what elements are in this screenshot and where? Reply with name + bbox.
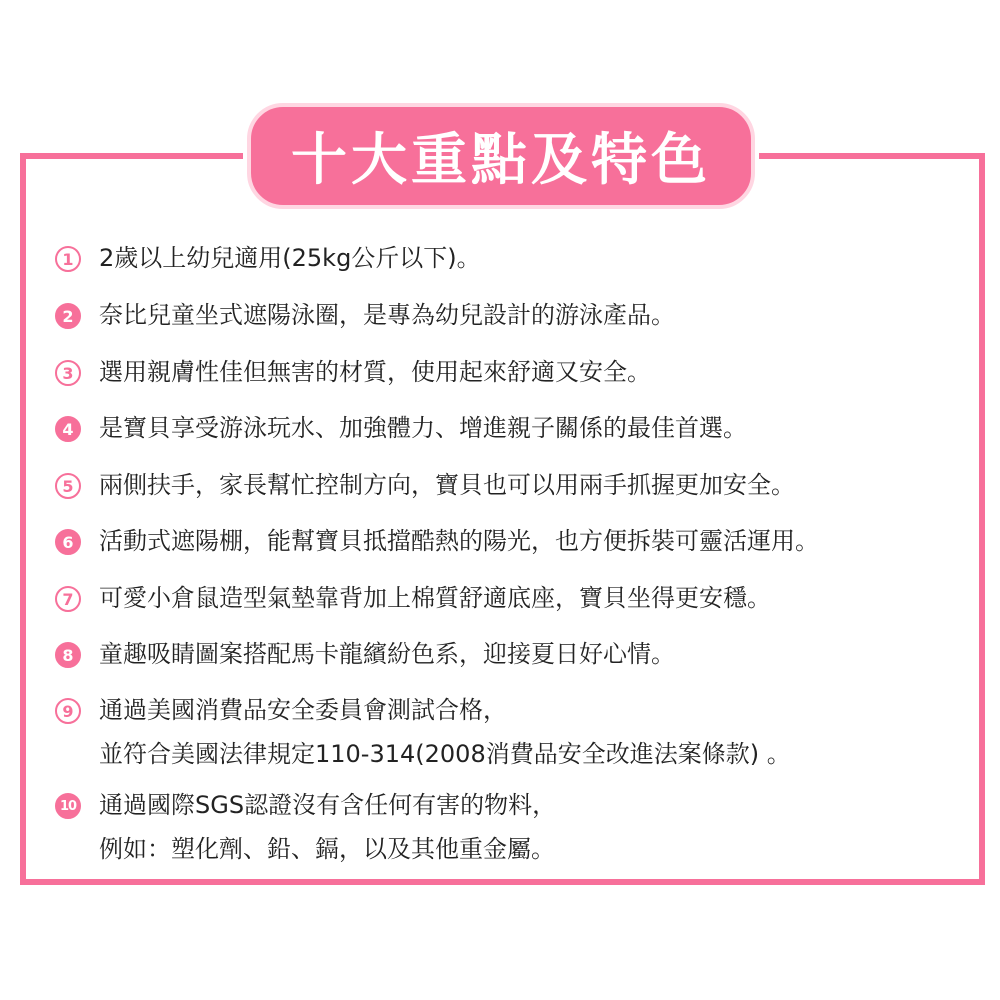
feature-line: 兩側扶手，家長幫忙控制方向，寶貝也可以用兩手抓握更加安全。	[99, 471, 795, 499]
feature-text	[99, 406, 747, 450]
number-marker-icon: 1	[55, 246, 81, 272]
feature-text	[99, 463, 795, 507]
number-marker-icon: 7	[55, 586, 81, 612]
number-marker-icon: 4	[55, 416, 81, 442]
feature-text	[99, 236, 481, 280]
feature-item	[55, 641, 675, 676]
feature-line: 2歲以上幼兒適用(25kg公斤以下)。	[99, 244, 481, 272]
feature-text	[99, 632, 675, 676]
feature-line: 並符合美國法律規定110-314(2008消費品安全改進法案條款) 。	[99, 740, 791, 768]
feature-text	[99, 688, 791, 776]
feature-item	[55, 245, 481, 280]
feature-line: 活動式遮陽棚，能幫寶貝抵擋酷熱的陽光，也方便拆裝可靈活運用。	[99, 527, 819, 555]
feature-item	[55, 359, 651, 394]
feature-text	[99, 350, 651, 394]
page-title: 十大重點及特色	[291, 128, 711, 193]
number-marker-icon: 5	[55, 473, 81, 499]
number-marker-icon: 3	[55, 360, 81, 386]
feature-item	[55, 792, 556, 871]
feature-text	[99, 783, 556, 871]
feature-line: 通過國際SGS認證沒有含任何有害的物料，	[99, 791, 557, 819]
feature-line: 童趣吸睛圖案搭配馬卡龍繽紛色系，迎接夏日好心情。	[99, 640, 675, 668]
number-marker-icon: 10	[55, 793, 81, 819]
feature-item	[55, 415, 747, 450]
feature-line: 選用親膚性佳但無害的材質，使用起來舒適又安全。	[99, 358, 651, 386]
feature-item	[55, 585, 771, 620]
feature-item	[55, 302, 675, 337]
feature-item	[55, 528, 819, 563]
number-marker-icon: 2	[55, 303, 81, 329]
feature-text	[99, 293, 675, 337]
feature-text	[99, 576, 771, 620]
feature-item	[55, 697, 791, 776]
feature-line: 可愛小倉鼠造型氣墊靠背加上棉質舒適底座，寶貝坐得更安穩。	[99, 584, 771, 612]
number-marker-icon: 8	[55, 642, 81, 668]
feature-line: 例如：塑化劑、鉛、鎘，以及其他重金屬。	[99, 835, 555, 863]
feature-line: 是寶貝享受游泳玩水、加強體力、增進親子關係的最佳首選。	[99, 414, 747, 442]
feature-line: 通過美國消費品安全委員會測試合格，	[99, 696, 507, 724]
feature-item	[55, 472, 795, 507]
feature-text	[99, 519, 819, 563]
title-banner	[247, 103, 755, 209]
number-marker-icon: 9	[55, 698, 81, 724]
feature-line: 奈比兒童坐式遮陽泳圈，是專為幼兒設計的游泳產品。	[99, 301, 675, 329]
number-marker-icon: 6	[55, 529, 81, 555]
